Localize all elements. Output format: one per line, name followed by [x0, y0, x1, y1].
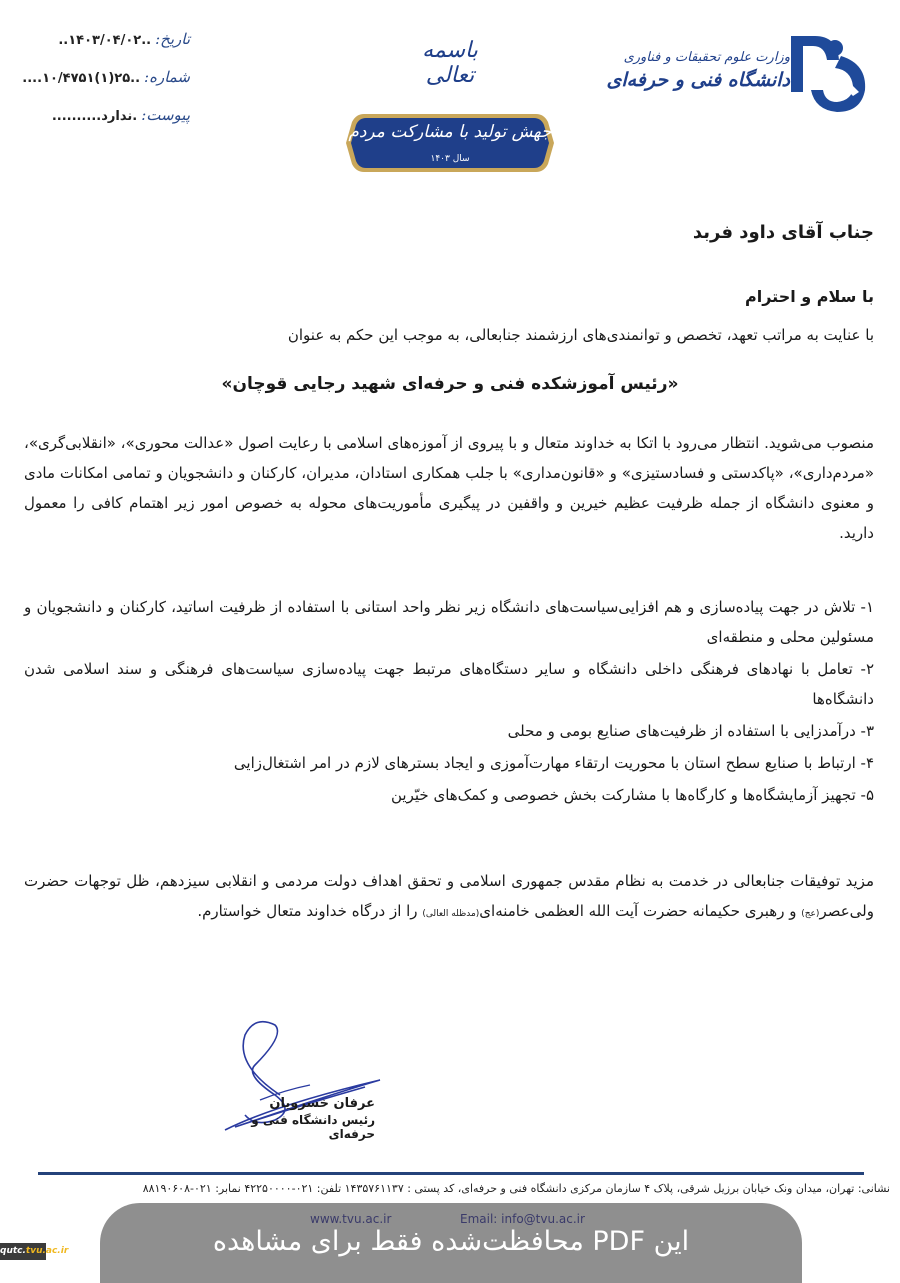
attachment-label: پیوست:	[141, 106, 190, 124]
signer-name: عرفان خسرویان	[269, 1096, 375, 1111]
duty-item: ۴- ارتباط با صنایع سطح استان با محوریت ارتقاء مهارت‌آموزی و ایجاد بسترهای لازم در امر اشتغال‌زایی	[233, 754, 874, 772]
intro-line: با عنایت به مراتب تعهد، تخصص و توانمندی‌های ارزشمند جنابعالی، به موجب این حکم به عنوان	[287, 326, 874, 344]
signer-block	[240, 1096, 375, 1141]
slogan-banner	[344, 112, 556, 174]
letter-meta	[22, 30, 190, 144]
body-paragraph: منصوب می‌شوید. انتظار می‌رود با اتکا به خداوند متعال و با پیروی از آموزه‌های اسلامی با رعایت اصول «عدالت محوری»، «انقلابی‌گری»، «مردم‌داری»، «پاکدستی و فسادستیزی» و «قانون‌مداری» با جلب همکاری استادان، مدیران، کارکنان و دانشجویان و تمامی امکانات مادی و معنوی دانشگاه از جمله ظرفیت عظیم خیرین و واقفین در پیگیری مأموریت‌های محوله به خصوص امور زیر اهتمام کافی را معمول دارید.	[24, 434, 874, 542]
footer-website[interactable]: www.tvu.ac.ir	[310, 1212, 392, 1226]
date-label: تاریخ:	[155, 30, 190, 48]
attachment-value: .ندارد..........	[51, 109, 138, 124]
closing-part1: مزید توفیقات جنابعالی در خدمت به نظام مقدس جمهوری اسلامی و تحقق اهداف دولت مردمی و انقلابی سیزدهم، ظل توجهات حضرت ولی‌عصر	[24, 872, 874, 920]
closing-mudda: (مدظله العالی)	[422, 909, 480, 919]
recipient: جناب آقای داود فربد	[692, 222, 874, 243]
university-logo-icon	[785, 30, 870, 115]
duty-item: ۲- تعامل با نهادهای فرهنگی داخلی دانشگاه و سایر دستگاه‌های مرتبط جهت پیاده‌سازی سیاست‌های فرهنگی و سند اسلامی شدن دانشگاه‌ها	[24, 660, 874, 708]
closing-part2: و رهبری حکیمانه حضرت آیت الله العظمی خامنه‌ای	[479, 902, 802, 920]
duty-item: ۵- تجهیز آزمایشگاه‌ها و کارگاه‌ها با مشارکت بخش خصوصی و کمک‌های خیّرین	[391, 786, 874, 804]
watermark-text: این PDF محافظت‌شده فقط برای مشاهده	[212, 1226, 690, 1257]
footer-email[interactable]: Email: info@tvu.ac.ir	[460, 1212, 585, 1226]
banner-year: سال ۱۴۰۳	[430, 154, 470, 164]
closing-aj: (عج)	[801, 909, 820, 919]
date-value: ..۱۴۰۳/۰۴/۰۲..	[58, 33, 152, 48]
number-value: ..۲۵(۱)۱۰/۴۷۵۱....	[22, 71, 141, 86]
university-name: دانشگاه فنی و حرفه‌ای	[606, 69, 790, 91]
footer-divider	[38, 1172, 864, 1175]
date-row	[40, 30, 190, 68]
ministry-name: وزارت علوم تحقیقات و فناوری	[623, 50, 790, 65]
appointment-title: «رئیس آموزشکده فنی و حرفه‌ای شهید رجایی قوچان»	[221, 374, 679, 394]
bismillah-calligraphy: باسمه تعالی	[422, 38, 478, 88]
number-row	[22, 68, 190, 106]
attachment-row	[40, 106, 190, 144]
signer-title: رئیس دانشگاه فنی و حرفه‌ای	[251, 1113, 375, 1141]
badge-suffix: tvu.ac.ir	[25, 1246, 69, 1256]
closing-paragraph	[24, 866, 874, 929]
duties-list	[24, 592, 874, 812]
footer-address: نشانی: تهران، میدان ونک خیابان برزیل شرقی، پلاک ۴ سازمان مرکزی دانشگاه فنی و حرفه‌ای، کد پستی : ۱۴۳۵۷۶۱۱۳۷ تلفن: ۰۲۱-۴۲۲۵۰۰۰۰ نمابر: ۰۲۱-۸۸۱۹۰۶۰۸	[142, 1182, 890, 1195]
duty-item: ۳- درآمدزایی با استفاده از ظرفیت‌های صنایع بومی و محلی	[507, 722, 874, 740]
closing-part3: را از درگاه خداوند متعال خواستارم.	[197, 902, 423, 920]
duty-item: ۱- تلاش در جهت پیاده‌سازی و هم افزایی‌سیاست‌های دانشگاه زیر نظر واحد استانی با استفاده از ظرفیت اساتید، کارکنان و دانشجویان و مسئولین محلی و منطقه‌ای	[24, 598, 874, 646]
university-logo-text	[590, 50, 790, 91]
banner-slogan: جهش تولید با مشارکت مردم	[348, 122, 552, 142]
greeting: با سلام و احترام	[745, 287, 874, 306]
site-badge[interactable]	[0, 1243, 69, 1260]
badge-prefix: qutc.	[0, 1246, 26, 1256]
number-label: شماره:	[144, 68, 190, 86]
